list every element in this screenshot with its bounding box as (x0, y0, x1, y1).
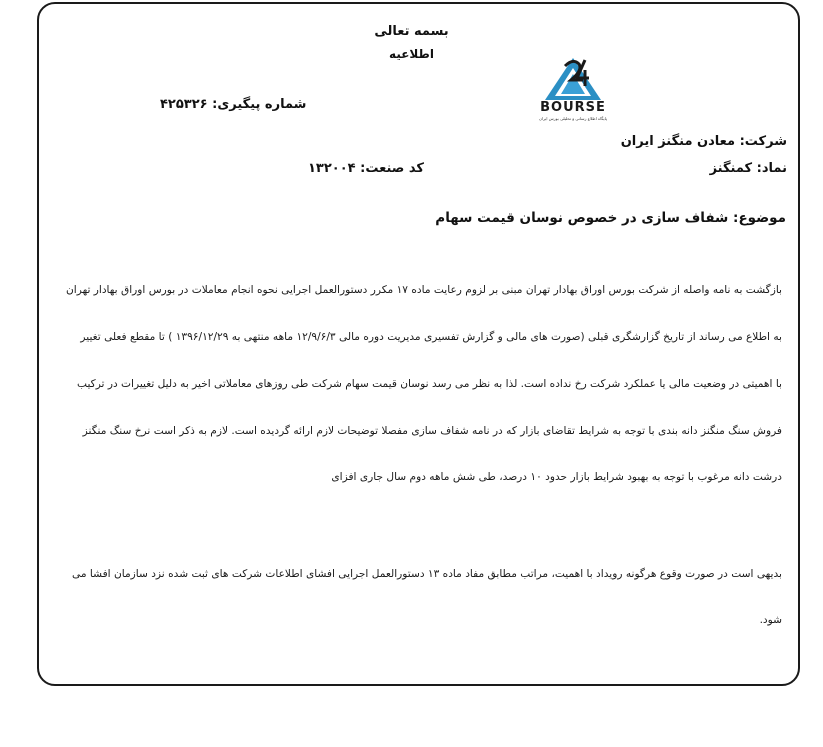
subject (435, 210, 786, 226)
body-line: درشت دانه مرغوب با توجه به بهبود شرایط بازار حدود ۱۰ درصد، طی شش ماهه دوم سال جاری افزای (331, 471, 782, 483)
company-name (621, 134, 787, 149)
basmala-heading: بسمه تعالی (374, 24, 449, 39)
tracking-label: شماره پیگیری: (212, 97, 307, 112)
company-value: معادن منگنز ایران (620, 134, 736, 149)
subject-label: موضوع: (733, 210, 786, 226)
document-frame (37, 2, 800, 686)
bourse-wordmark: BOURSE (540, 100, 606, 115)
industry-code (308, 161, 424, 176)
bourse-subtitle: پایگاه اطلاع رسانی و تحلیلی بورس ایران (539, 116, 607, 121)
body-line: بازگشت به نامه واصله از شرکت بورس اوراق بهادار تهران مبنی بر لزوم رعایت ماده ۱۷ مکرر دستورالعمل اجرایی نحوه انجام معاملات در بورس اوراق بهادار تهران (66, 284, 782, 296)
body-line: با اهمیتی در وضعیت مالی یا عملکرد شرکت رخ نداده است. لذا به نظر می رسد نوسان قیمت سهام شرکت طی روزهای معاملاتی اخیر به دلیل تغییرات در ترکیب (77, 378, 782, 390)
tracking-number (160, 97, 306, 112)
body-line: شود. (759, 614, 782, 626)
industry-value: ۱۳۲۰۰۴ (308, 161, 356, 176)
tracking-value: ۴۲۵۳۲۶ (160, 97, 208, 112)
body-line: فروش سنگ منگنز دانه بندی با توجه به شرایط تقاضای بازار که در نامه شفاف سازی مفصلا توضیحات لازم ارائه گردیده است. لازم به ذکر است نرخ سنگ منگنز (82, 425, 782, 437)
industry-label: کد صنعت: (360, 161, 424, 176)
symbol-value: کمنگنز (709, 161, 753, 176)
symbol (710, 161, 787, 176)
bourse-logo (527, 56, 619, 122)
body-line: بدیهی است در صورت وقوع هرگونه رویداد با اهمیت، مراتب مطابق مفاد ماده ۱۳ دستورالعمل اجرایی افشای اطلاعات شرکت های ثبت شده نزد سازمان افشا می (72, 568, 782, 580)
notice-heading: اطلاعیه (389, 47, 434, 61)
symbol-label: نماد: (756, 161, 787, 176)
body-line: به اطلاع می رساند از تاریخ گزارشگری قبلی (صورت های مالی و گزارش تفسیری مدیریت دوره مالی ۱۲/۹/۶/۳ ماهه منتهی به ۱۳۹۶/۱۲/۲۹ ) تا مقطع فعلی تغییر (80, 331, 782, 343)
company-label: شرکت: (739, 134, 787, 149)
subject-value: شفاف سازی در خصوص نوسان قیمت سهام (435, 210, 729, 226)
bourse-logo-icon (527, 56, 619, 102)
